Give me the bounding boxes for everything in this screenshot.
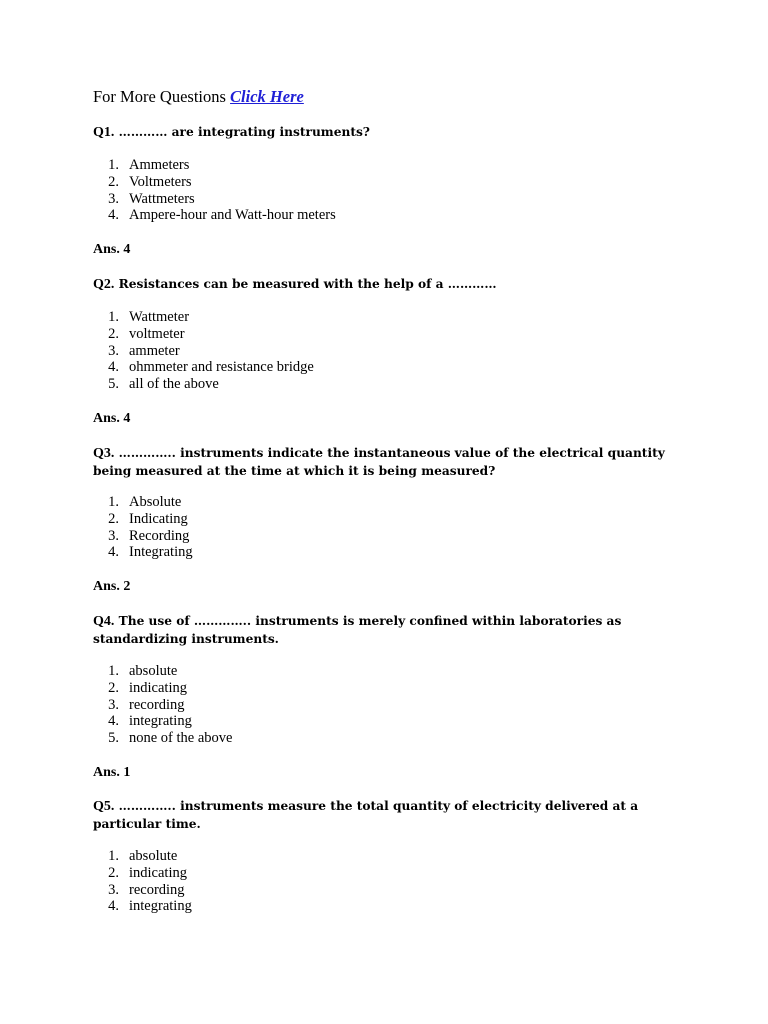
option-text: Integrating: [129, 544, 193, 561]
option-text: ohmmeter and resistance bridge: [129, 359, 314, 376]
question-3: [93, 445, 683, 479]
question-text: ………… are integrating instruments?: [114, 125, 370, 139]
option-text: recording: [129, 881, 185, 898]
option-item: [93, 528, 193, 545]
option-number: 1.: [108, 309, 119, 325]
option-text: Wattmeters: [129, 190, 195, 207]
option-text: recording: [129, 696, 185, 713]
header-text: For More Questions: [93, 87, 231, 106]
option-text: none of the above: [129, 730, 233, 747]
option-item: [93, 174, 336, 191]
question-4: [93, 613, 683, 647]
options-list-2: [93, 309, 314, 393]
option-item: [93, 663, 232, 680]
option-number: 2.: [108, 864, 119, 881]
option-number: 3.: [108, 342, 119, 359]
option-item: [93, 207, 336, 224]
option-item: [93, 544, 193, 561]
question-5: [93, 798, 683, 832]
options-list-1: [93, 157, 336, 224]
options-list-5: [93, 848, 192, 915]
option-number: 1.: [108, 494, 119, 510]
option-number: 3.: [108, 881, 119, 898]
option-number: 1.: [108, 848, 119, 864]
question-number: Q4.: [93, 614, 115, 629]
option-text: Ampere-hour and Watt-hour meters: [129, 207, 336, 224]
option-item: [93, 511, 193, 528]
question-number: Q5.: [93, 799, 115, 814]
option-number: 4.: [108, 898, 119, 915]
option-text: Indicating: [129, 510, 188, 527]
option-text: Wattmeter: [129, 309, 190, 325]
option-text: absolute: [129, 663, 178, 679]
option-item: [93, 680, 232, 697]
option-number: 5.: [108, 376, 119, 393]
option-text: Absolute: [129, 494, 182, 510]
option-number: 4.: [108, 544, 119, 561]
option-number: 2.: [108, 510, 119, 527]
option-number: 5.: [108, 730, 119, 747]
option-item: [93, 848, 192, 865]
option-number: 2.: [108, 679, 119, 696]
answer-3: Ans. 2: [93, 579, 131, 594]
options-list-3: [93, 494, 193, 561]
click-here-link[interactable]: Click Here: [230, 87, 304, 106]
question-number: Q1.: [93, 125, 115, 140]
option-item: [93, 697, 232, 714]
answer-1: Ans. 4: [93, 242, 131, 257]
option-number: 4.: [108, 713, 119, 730]
option-item: [93, 157, 336, 174]
option-number: 3.: [108, 527, 119, 544]
question-text: Resistances can be measured with the help of a …………: [114, 277, 497, 291]
answer-2: Ans. 4: [93, 411, 131, 426]
option-text: Recording: [129, 527, 190, 544]
option-number: 1.: [108, 157, 119, 173]
option-number: 4.: [108, 207, 119, 224]
question-number: Q2.: [93, 277, 115, 292]
question-text: ………….. instruments measure the total quantity of electricity delivered at a particular time.: [93, 799, 639, 831]
question-number: Q3.: [93, 446, 115, 461]
question-1: [93, 124, 683, 142]
option-number: 1.: [108, 663, 119, 679]
option-number: 2.: [108, 325, 119, 342]
options-list-4: [93, 663, 232, 747]
header-line: [93, 87, 304, 107]
option-item: [93, 191, 336, 208]
option-item: [93, 730, 232, 747]
option-item: [93, 713, 232, 730]
option-item: [93, 494, 193, 511]
option-item: [93, 376, 314, 393]
option-text: voltmeter: [129, 325, 185, 342]
option-item: [93, 898, 192, 915]
question-text: ………….. instruments indicate the instantaneous value of the electrical quantity being measured at the time at which it is being measured?: [93, 446, 665, 478]
option-text: Ammeters: [129, 157, 190, 173]
option-number: 2.: [108, 173, 119, 190]
option-text: indicating: [129, 864, 187, 881]
question-2: [93, 276, 683, 294]
answer-4: Ans. 1: [93, 765, 131, 780]
option-number: 3.: [108, 190, 119, 207]
option-text: integrating: [129, 713, 192, 730]
option-number: 4.: [108, 359, 119, 376]
option-item: [93, 882, 192, 899]
option-text: integrating: [129, 898, 192, 915]
option-item: [93, 343, 314, 360]
option-text: ammeter: [129, 342, 180, 359]
option-item: [93, 865, 192, 882]
option-text: indicating: [129, 679, 187, 696]
option-item: [93, 359, 314, 376]
option-item: [93, 326, 314, 343]
option-number: 3.: [108, 696, 119, 713]
option-item: [93, 309, 314, 326]
option-text: absolute: [129, 848, 178, 864]
option-text: Voltmeters: [129, 173, 192, 190]
option-text: all of the above: [129, 376, 219, 393]
question-text: The use of ………….. instruments is merely confined within laboratories as standardizing instruments.: [93, 614, 622, 646]
